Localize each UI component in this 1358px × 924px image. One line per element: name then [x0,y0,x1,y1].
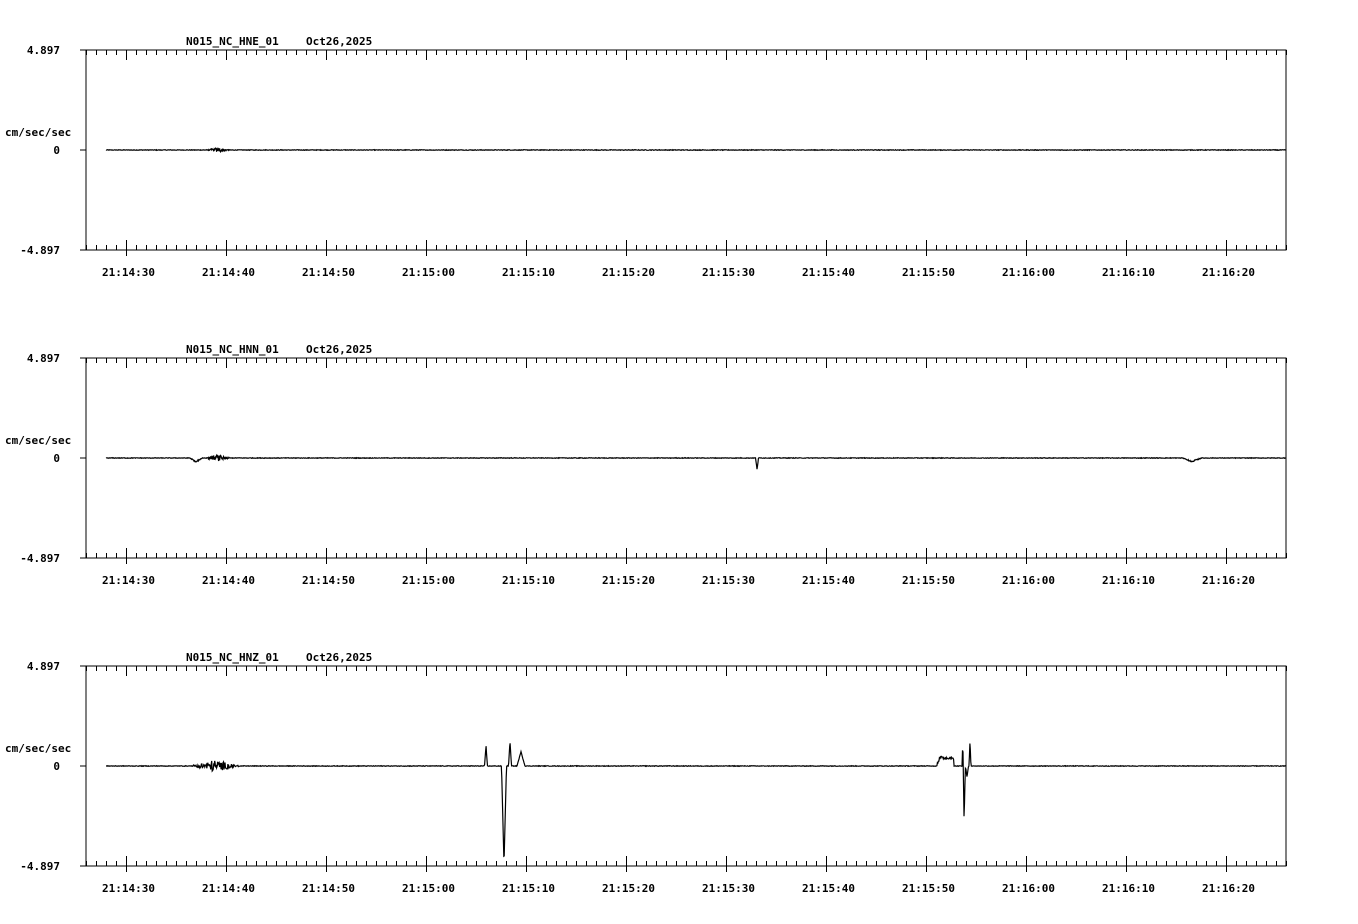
x-tick-label: 21:16:00 [1002,574,1055,587]
x-tick-label: 21:16:00 [1002,266,1055,279]
record-date: Oct26,2025 [306,651,373,664]
x-tick-label: 21:14:50 [302,266,355,279]
x-tick-label: 21:14:50 [302,574,355,587]
x-tick-label: 21:15:10 [502,266,555,279]
y-axis-label: cm/sec/sec [5,434,72,447]
x-tick-label: 21:15:00 [402,266,455,279]
waveform-trace [106,455,1286,469]
y-tick-label: -4.897 [20,244,60,257]
station-title: N015_NC_HNN_01 [186,343,279,356]
x-tick-label: 21:16:20 [1202,266,1255,279]
x-tick-label: 21:15:50 [902,574,955,587]
x-tick-label: 21:15:10 [502,574,555,587]
x-tick-label: 21:15:50 [902,266,955,279]
x-tick-label: 21:16:10 [1102,266,1155,279]
x-tick-label: 21:14:30 [102,882,155,895]
station-title: N015_NC_HNZ_01 [186,651,279,664]
x-tick-label: 21:15:00 [402,574,455,587]
y-tick-label: 0 [53,144,60,157]
record-date: Oct26,2025 [306,343,373,356]
x-tick-label: 21:14:50 [302,882,355,895]
x-tick-label: 21:14:40 [202,882,255,895]
x-tick-label: 21:15:00 [402,882,455,895]
x-tick-label: 21:16:10 [1102,882,1155,895]
record-date: Oct26,2025 [306,35,373,48]
station-title: N015_NC_HNE_01 [186,35,279,48]
x-tick-label: 21:16:00 [1002,882,1055,895]
x-tick-label: 21:15:30 [702,882,755,895]
x-tick-label: 21:15:10 [502,882,555,895]
y-tick-label: -4.897 [20,860,60,873]
x-tick-label: 21:15:20 [602,882,655,895]
x-tick-label: 21:15:40 [802,266,855,279]
y-tick-label: -4.897 [20,552,60,565]
y-axis-label: cm/sec/sec [5,742,72,755]
x-tick-label: 21:14:30 [102,574,155,587]
waveform-trace [106,743,1286,856]
x-tick-label: 21:14:40 [202,574,255,587]
x-tick-label: 21:15:40 [802,574,855,587]
x-tick-label: 21:16:20 [1202,882,1255,895]
panel-2 [5,343,1287,587]
x-tick-label: 21:16:10 [1102,574,1155,587]
y-axis-label: cm/sec/sec [5,126,72,139]
x-tick-label: 21:15:50 [902,882,955,895]
x-tick-label: 21:15:20 [602,266,655,279]
x-tick-label: 21:15:30 [702,574,755,587]
panel-1 [5,35,1287,279]
x-tick-label: 21:14:40 [202,266,255,279]
panel-3 [5,651,1287,895]
y-tick-label: 0 [53,760,60,773]
x-tick-label: 21:16:20 [1202,574,1255,587]
y-tick-label: 0 [53,452,60,465]
x-tick-label: 21:15:30 [702,266,755,279]
x-tick-label: 21:15:20 [602,574,655,587]
y-tick-label: 4.897 [26,44,60,57]
x-tick-label: 21:14:30 [102,266,155,279]
x-tick-label: 21:15:40 [802,882,855,895]
y-tick-label: 4.897 [26,352,60,365]
waveform-trace [106,148,1286,152]
y-tick-label: 4.897 [26,660,60,673]
